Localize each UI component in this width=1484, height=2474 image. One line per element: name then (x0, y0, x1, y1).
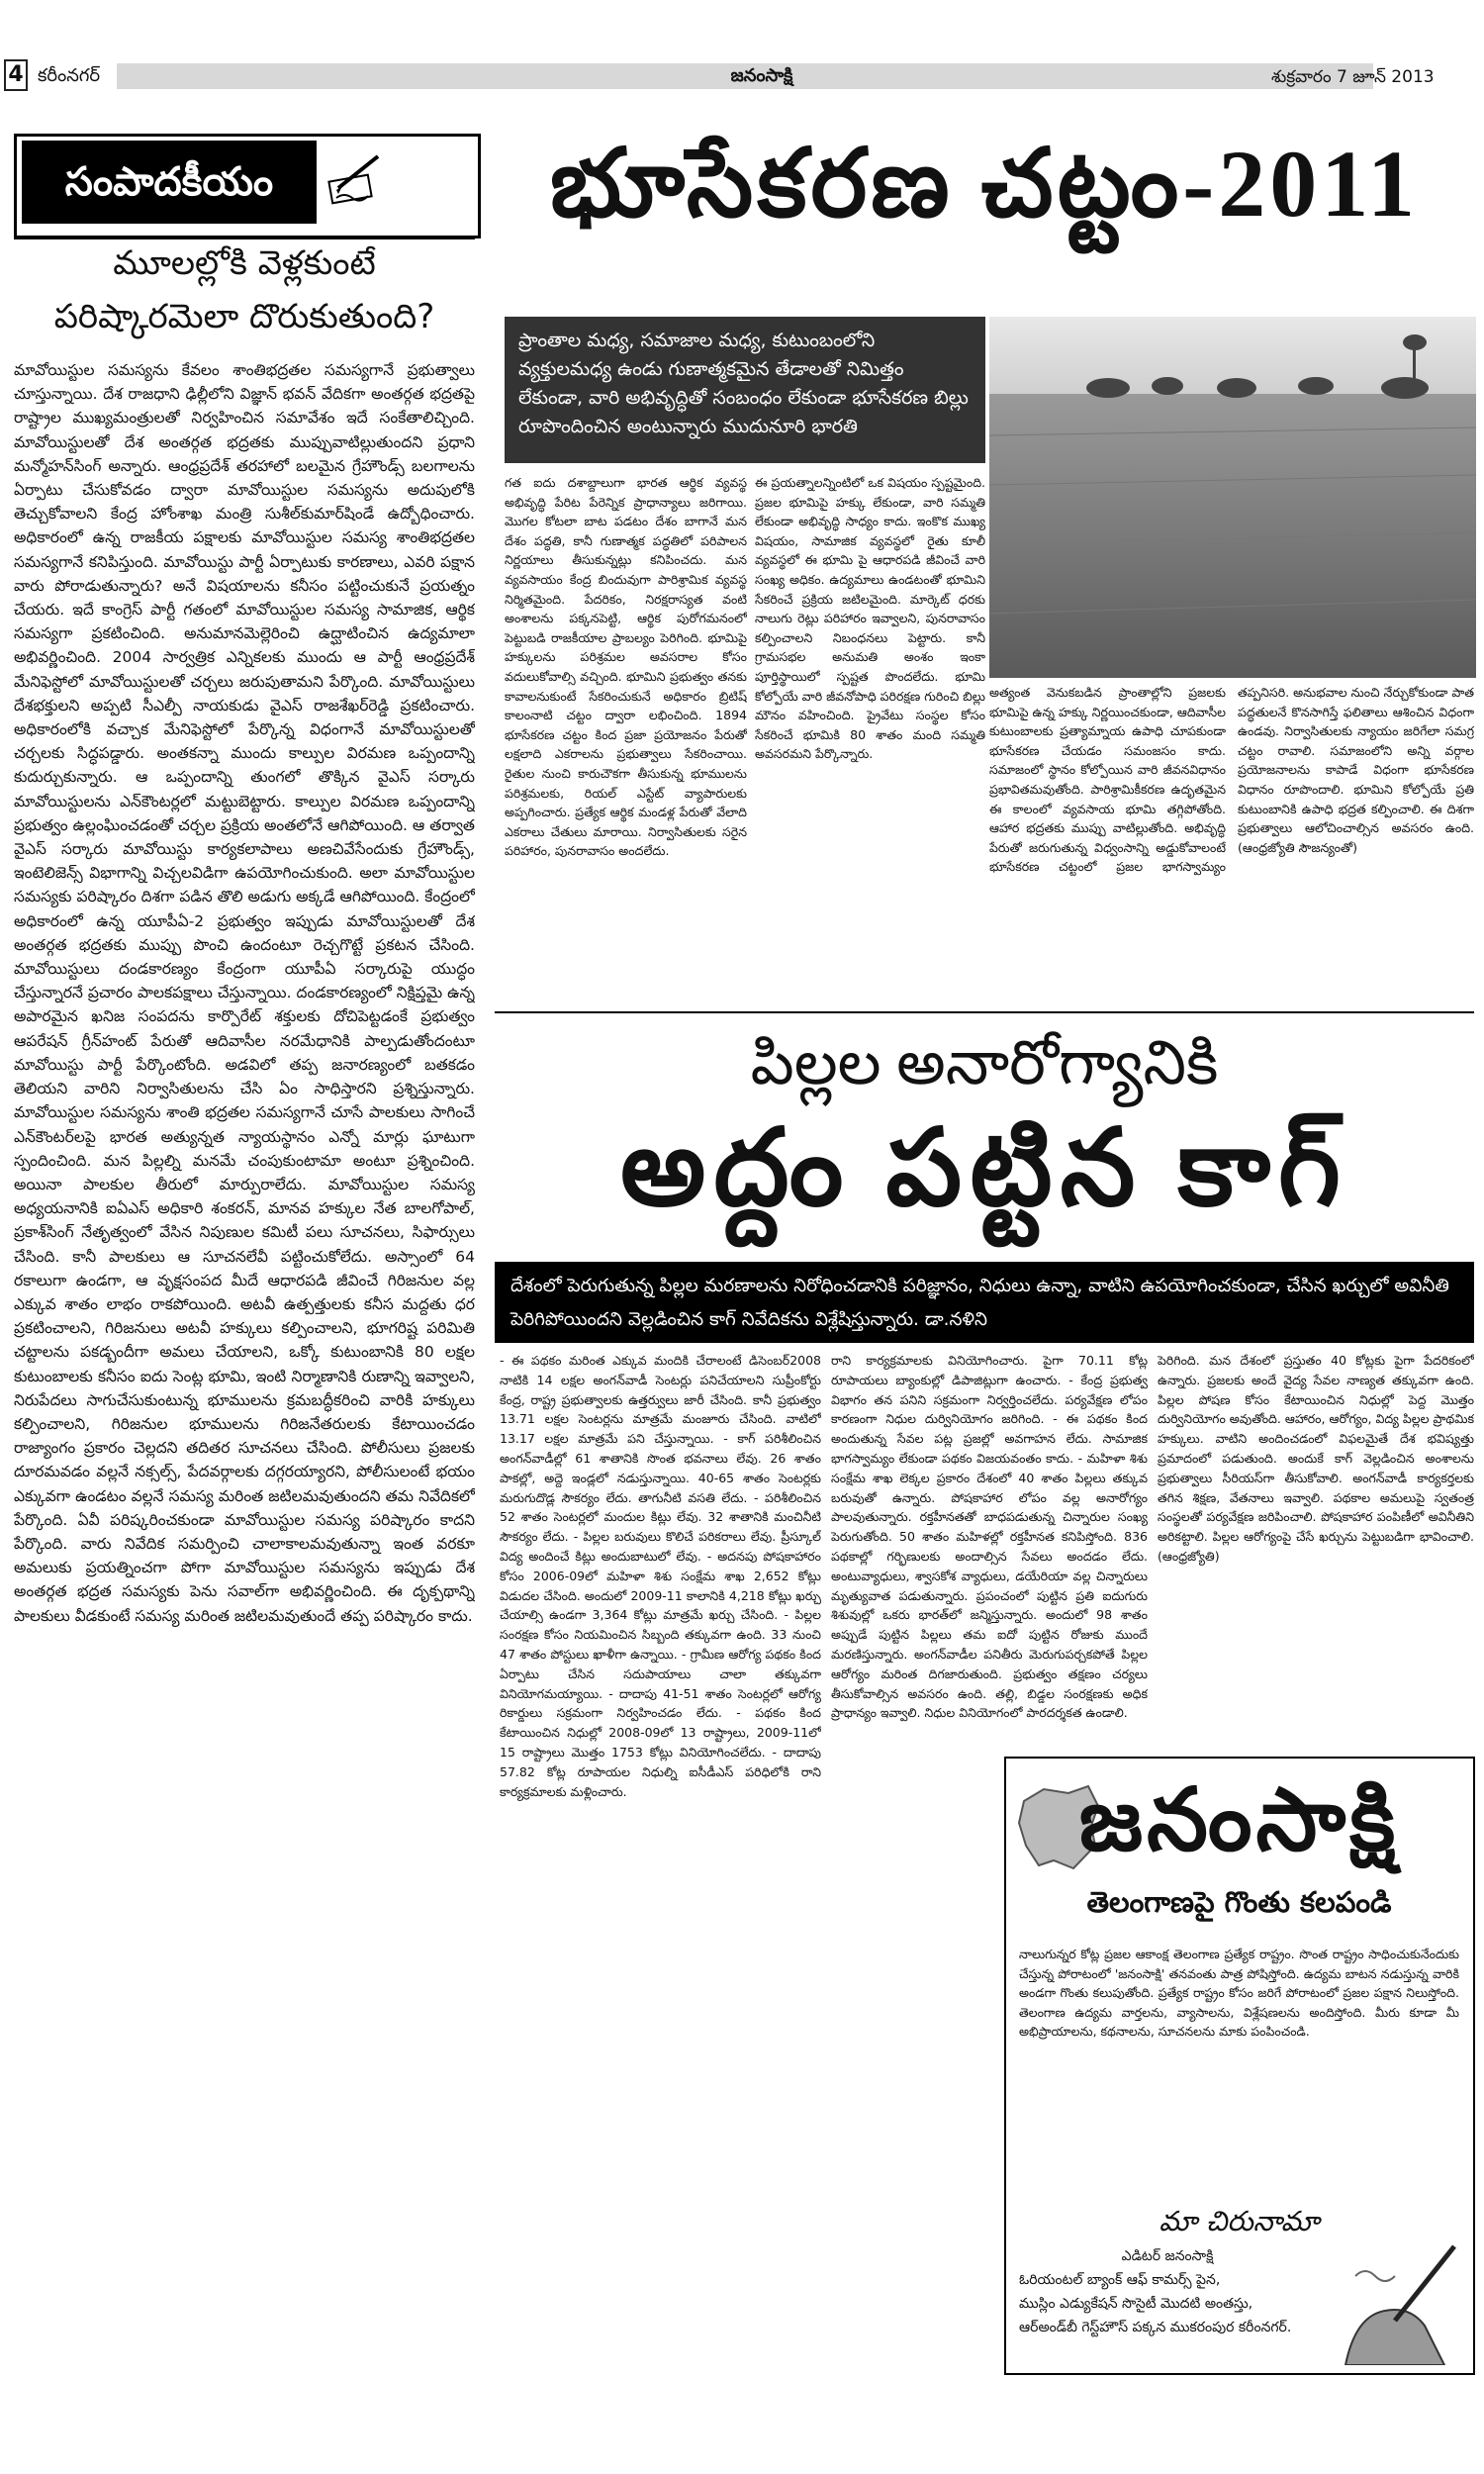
lead-article-col2: ఈ ప్రయత్నాలన్నింటిలో ఒక విషయం స్పష్టమైంది. ప్రజల భూమిపై హక్కు లేకుండా, వారి సమ్మతి లేకుండా అభివృద్ధి సాధ్యం కాదు. ఇంకొక ముఖ్య విషయం, సామాజిక వ్యవస్థలో రైతు కూలీ వ్యవస్థలో ఈ భూమి పై ఆధారపడి జీవించే వారి సంఖ్య అధికం. ఉద్యమాలు ఉండటంతో భూమిని సేకరించే ప్రక్రియ జటిలమైంది. మార్కెట్ ధరకు నాలుగు రెట్లు పరిహారం ఇవ్వాలని, పునరావాసం కల్పించాలని నిబంధనలు పెట్టారు. కానీ గ్రామసభల అనుమతి అంశం ఇంకా పూర్తిస్థాయిలో స్పష్టత పొందలేదు. భూమి కోల్పోయే వారి జీవనోపాధి పరిరక్షణ గురించి బిల్లు మౌనం వహించింది. ప్రైవేటు సంస్థల కోసం సేకరించే భూమికి 80 శాతం మంది సమ్మతి అవసరమని పేర్కొన్నారు. (755, 475, 985, 762)
hand-writing-icon (1316, 2236, 1464, 2365)
advertisement-logo: జనంసాక్షి (1078, 1773, 1400, 1869)
address-heading: మా చిరునామా (1159, 2205, 1320, 2237)
address-line: ముస్లిం ఎడ్యుకేషన్ సొసైటీ మొదటి అంతస్తు, (1019, 2296, 1253, 2312)
section-divider (495, 1011, 1474, 1013)
second-article-col1: - ఈ పథకం మరింత ఎక్కువ మందికి చేరాలంటే డిసెంబర్2008 నాటికి 14 లక్షల అంగన్‌వాడీ సెంటర్లు పనిచేయాలని సుప్రీంకోర్టు కేంద్ర, రాష్ట్ర ప్రభుత్వాలకు ఉత్తర్వులు జారీ చేసింది. కానీ ప్రభుత్వం 13.71 లక్షల సెంటర్లను మాత్రమే మంజూరు చేసింది. వాటిలో 13.17 లక్షల మాత్రమే పని చేస్తున్నాయి. - కాగ్ పరిశీలించిన అంగన్‌వాడీల్లో 61 శాతానికి సొంత భవనాలు లేవు. 26 శాతం పాకల్లో, అద్దె ఇండ్లలో నడుస్తున్నాయి. 40-65 శాతం సెంటర్లకు మరుగుదొడ్ల సౌకర్యం లేదు. తాగునీటి వసతి లేదు. - పరిశీలించిన 52 శాతం సెంటర్లలో మందుల కిట్లు లేవు. 32 శాతానికి మంచినీటి సౌకర్యం లేదు. - పిల్లల బరువులు కొలిచే పరికరాలు లేవు. ప్రీస్కూల్ విద్య అందించే కిట్లు అందుబాటులో లేవు. - అదనపు పోషకాహారం కోసం 2006-09లో మహిళా శిశు సంక్షేమ శాఖ 2,652 కోట్లు విడుదల చేసింది. అందులో 2009-11 కాలానికి 4,218 కోట్లు ఖర్చు చేయాల్సి ఉండగా 3,364 కోట్లు మాత్రమే ఖర్చు చేసింది. - పిల్లల సంరక్షణ కోసం నియమించిన సిబ్బంది తక్కువగా ఉంది. 33 నుంచి 47 శాతం పోస్టులు ఖాళీగా ఉన్నాయి. - గ్రామీణ ఆరోగ్య పథకం కింద ఏర్పాటు చేసిన సదుపాయాలు చాలా తక్కువగా వినియోగమయ్యాయి. - దాదాపు 41-51 శాతం సెంటర్లలో ఆరోగ్య రికార్డులు సక్రమంగా నిర్వహించడం లేదు. - పథకం కింద కేటాయించిన నిధుల్లో 2008-09లో 13 రాష్ట్రాలు, 2009-11లో 15 రాష్ట్రాలు మొత్తం 1753 కోట్లు వినియోగించలేదు. - దాదాపు 57.82 కోట్ల రూపాయల నిధుల్ని ఐసీడీఎస్ పరిధిలోకి రాని కార్యక్రమాలకు మళ్లించారు. (500, 1353, 821, 1799)
pen-writing-icon (326, 148, 386, 208)
address-line: ఆర్‌అండ్‌బీ గెస్ట్‌హౌస్ పక్కన ముకరంపుర కరీంనగర్. (1019, 2320, 1292, 2335)
address-block (1019, 2244, 1316, 2339)
editorial-label: సంపాదకీయం (22, 141, 317, 224)
advertisement-tagline: తెలంగాణపై గొంతు కలపండి (1086, 1885, 1392, 1919)
farmland-photo (989, 317, 1476, 678)
lead-article-col3: అత్యంత వెనుకబడిన ప్రాంతాల్లోని ప్రజలకు భూమిపై ఉన్న హక్కు నిర్ణయించకుండా, ఆదివాసీల కుటుంబాలకు ప్రత్యామ్నాయ ఉపాధి చూపకుండా భూసేకరణ చేయడం సమంజసం కాదు. సమాజంలో స్థానం కోల్పోయిన వారి జీవనవిధానం ప్రభావితమవుతోంది. పారిశ్రామికీకరణ ఉదృతమైన ఈ కాలంలో వ్యవసాయ భూమి తగ్గిపోతోంది. ఆహార భద్రతకు ముప్పు వాటిల్లుతోంది. అభివృద్ధి పేరుతో జరుగుతున్న విధ్వంసాన్ని అడ్డుకోవాలంటే భూసేకరణ చట్టంలో ప్రజల భాగస్వామ్యం తప్పనిసరి. అనుభవాల నుంచి నేర్చుకోకుండా పాత పద్ధతులనే కొనసాగిస్తే ఫలితాలు ఆశించిన విధంగా ఉండవు. నిర్వాసితులకు న్యాయం జరిగేలా సమగ్ర చట్టం రావాలి. సమాజంలోని అన్ని వర్గాల ప్రయోజనాలను కాపాడే విధంగా భూసేకరణ విధానం రూపొందాలి. భూమిని కోల్పోయే ప్రతి కుటుంబానికి ఉపాధి భద్రత కల్పించాలి. ఈ దిశగా ప్రభుత్వాలు ఆలోచించాల్సిన అవసరం ఉంది. (ఆంధ్రజ్యోతి సౌజన్యంతో) (989, 685, 1474, 875)
lead-headline: భూసేకరణ చట్టం-2011 (550, 131, 1419, 237)
section-name: కరీంనగర్ (38, 65, 100, 86)
second-article-col2: రాని కార్యక్రమాలకు వినియోగించారు. పైగా 70.11 కోట్ల రూపాయలు బ్యాంకుల్లో డిపాజిట్లుగా ఉంచారు. - కేంద్ర ప్రభుత్వ విభాగం తన పనిని సక్రమంగా నిర్వర్తించలేదు. పర్యవేక్షణ లోపం కారణంగా నిధుల దుర్వినియోగం జరిగింది. - ఈ పథకం కింద అందుతున్న సేవల పట్ల ప్రజల్లో అవగాహన లేదు. సామాజిక భాగస్వామ్యం లేకుండా పథకం విజయవంతం కాదు. - మహిళా శిశు సంక్షేమ శాఖ లెక్కల ప్రకారం దేశంలో 40 శాతం పిల్లలు తక్కువ బరువుతో ఉన్నారు. పోషకాహార లోపం వల్ల అనారోగ్యం పాలవుతున్నారు. రక్తహీనతతో బాధపడుతున్న చిన్నారుల సంఖ్య పెరుగుతోంది. 50 శాతం మహిళల్లో రక్తహీనత కనిపిస్తోంది. 836 పథకాల్లో గర్భిణులకు అందాల్సిన సేవలు అందడం లేదు. అంటువ్యాధులు, శ్వాసకోశ వ్యాధులు, డయేరియా వల్ల చిన్నారులు మృత్యువాత పడుతున్నారు. ప్రపంచంలో పుట్టిన ప్రతి ఐదుగురు శిశువుల్లో ఒకరు భారత్‌లో జన్మిస్తున్నారు. అందులో 98 శాతం అప్పుడే పుట్టిన పిల్లలు తమ ఐదో పుట్టిన రోజుకు ముందే మరణిస్తున్నారు. అంగన్‌వాడీల పనితీరు మెరుగుపర్చకపోతే పిల్లల ఆరోగ్యం మరింత దిగజారుతుంది. ప్రభుత్వం తక్షణం చర్యలు తీసుకోవాల్సిన అవసరం ఉంది. తల్లి, బిడ్డల సంరక్షణకు అధిక ప్రాధాన్యం ఇవ్వాలి. నిధుల వినియోగంలో పారదర్శకత ఉండాలి. (831, 1353, 1148, 1721)
page-number: 4 (4, 59, 28, 91)
editorial-headline-line2: పరిష్కారమెలా దొరుకుతుంది? (53, 297, 435, 336)
masthead: జనంసాక్షి (730, 65, 793, 86)
second-headline-line2: అద్దం పట్టిన కాగ్ (620, 1110, 1348, 1228)
second-story-blurb: దేశంలో పెరుగుతున్న పిల్లల మరణాలను నిరోధించడానికి పరిజ్ఞానం, నిధులు ఉన్నా, వాటిని ఉపయోగించకుండా, చేసిన ఖర్చులో అవినీతి పెరిగిపోయిందని వెల్లడించిన కాగ్ నివేదికను విశ్లేషిస్తున్నారు. డా.నళిని (495, 1262, 1474, 1343)
address-line: ఓరియంటల్ బ్యాంక్ ఆఫ్ కామర్స్ పైన, (1019, 2272, 1221, 2288)
editorial-body: మావోయిస్టుల సమస్యను కేవలం శాంతిభద్రతల సమస్యగానే ప్రభుత్వాలు చూస్తున్నాయి. దేశ రాజధాని ఢిల్లీలోని విజ్ఞాన్ భవన్ వేదికగా అంతర్గత భద్రతపై రాష్ట్రాల ముఖ్యమంత్రులతో నిర్వహించిన సమావేశం ఇదే సంకేతాలిచ్చింది. మావోయిస్టులతో దేశ అంతర్గత భద్రతకు ముప్పువాటిల్లుతుందని ప్రధాని మన్మోహన్‌సింగ్ అన్నారు. ఆంధ్రప్రదేశ్ తరహాలో బలమైన గ్రేహౌండ్స్ బలగాలను ఏర్పాటు చేసుకోవడం ద్వారా మావోయిస్టుల సమస్యను అదుపులోకి తెచ్చుకోవాలని కేంద్ర హోంశాఖ మంత్రి సుశీల్‌కుమార్‌షిండే ఉద్బోధించారు. అధికారంలో ఉన్న రాజకీయ పక్షాలకు మావోయిస్టుల సమస్య శాంతిభద్రతల సమస్యగానే కనిపిస్తుంది. మావోయిస్టు పార్టీ ఏర్పాటుకు కారణాలు, ఎవరి పక్షాన వారు పోరాడుతున్నారు? అనే విషయాలను కనీసం పట్టించుకునే ప్రయత్నం చేయరు. ఇదే కాంగ్రెస్ పార్టీ గతంలో మావోయిస్టుల సమస్య సామాజిక, ఆర్థిక సమస్యగా ప్రకటించింది. అనుమానమెల్లెరించి ఉద్ఘాటించిన ఉద్యమాలా అభివర్ణించింది. 2004 సార్వత్రిక ఎన్నికలకు ముందు ఆ పార్టీ ఆంధ్రప్రదేశ్ మేనిఫెస్టోలో మావోయిస్టులతో చర్చలు జరుపుతామని పేర్కొంది. మావోయిస్టులు దేశభక్తులని అప్పటి సీఎల్పీ నాయకుడు వైఎస్ రాజశేఖర్‌రెడ్డి ప్రకటించారు. అధికారంలోకి వచ్చాక మేనిఫెస్టోలో పేర్కొన్న విధంగానే మావోయిస్టులతో చర్చలకు సిద్ధపడ్డారు. అంతకన్నా ముందు కాల్పుల విరమణ ఒప్పందాన్ని కుదుర్చుకున్నారు. ఆ ఒప్పందాన్ని తుంగలో తొక్కిన వైఎస్ సర్కారు మావోయిస్టులను ఎన్‌కౌంటర్లలో మట్టుబెట్టారు. కాల్పుల విరమణ ఒప్పందాన్ని ప్రభుత్వం ఉల్లంఘించడంతో చర్చల ప్రక్రియ అంతలోనే ఆగిపోయింది. ఆ తర్వాత వైఎస్ సర్కారు మావోయిస్టు కార్యకలాపాలు అణచివేసేందుకు గ్రేహౌండ్స్, ఇంటెలిజెన్స్ విభాగాన్ని విచ్చలవిడిగా ఉపయోగించుకుంది. అలా మావోయిస్టుల సమస్యకు పరిష్కారం దిశగా పడిన తొలి అడుగు అక్కడే ఆగిపోయింది. కేంద్రంలో అధికారంలో ఉన్న యూపీఏ-2 ప్రభుత్వం ఇప్పుడు మావోయిస్టులతో దేశ అంతర్గత భద్రతకు ముప్పు పొంచి ఉందంటూ రెచ్చగొట్టే ప్రకటన చేసింది. మావోయిస్టులు దండకారణ్యం కేంద్రంగా యూపీఏ సర్కారుపై యుద్ధం చేస్తున్నారనే ప్రచారం పాలకపక్షాలు చేస్తున్నాయి. దండకారణ్యంలో నిక్షిప్తమై ఉన్న అపారమైన ఖనిజ సంపదను కార్పొరేట్ శక్తులకు దోచిపెట్టడంకే ప్రభుత్వం ఆపరేషన్ గ్రీన్‌హంట్ పేరుతో ఆదివాసీల నరమేధానికి పాల్పడుతోందంటూ మావోయిస్టు పార్టీ పేర్కొంటోంది. అడవిలో తప్ప జనారణ్యంలో బతకడం తెలియని వారిని నిర్వాసితులను చేసి ఏం సాధిస్తారని ప్రశ్నిస్తున్నారు. మావోయిస్టుల సమస్యను శాంతి భద్రతల సమస్యగానే చూసే పాలకులు సాగించే ఎన్‌కౌంటర్‌లపై భారత అత్యున్నత న్యాయస్థానం ఎన్నో మార్లు ఘాటుగా స్పందించింది. మన పిల్లల్ని మనమే చంపుకుంటామా అంటూ ప్రశ్నించింది. అయినా పాలకుల తీరులో మార్పురాలేదు. మావోయిస్టుల సమస్య అధ్యయనానికి ఐఏఎస్ అధికారి శంకరన్, మానవ హక్కుల నేత బాలగోపాల్, ప్రకాశ్‌సింగ్ నేతృత్వంలో వేసిన నిపుణుల కమిటీ పలు సూచనలు, సిఫార్సులు చేసింది. కానీ పాలకులు ఆ సూచనలేవీ పట్టించుకోలేదు. అస్సాంలో 64 రకాలుగా ఉండగా, ఆ వృక్షసంపద మీదే ఆధారపడి జీవించే గిరిజనుల వల్ల ఎక్కువ శాతం లాభం రాకపోయింది. అటవీ ఉత్పత్తులకు కనీస మద్దతు ధర ప్రకటించాలని, గిరిజనులు అటవీ హక్కులు కల్పించాలని, భూగరిష్ట పరిమితి చట్టాలను పకడ్బందీగా అమలు చేయాలని, ఒక్కో కుటుంబానికి 80 లక్షల కుటుంబాలకు కనీసం ఐదు సెంట్ల భూమి, ఇంటి నిర్మాణానికి రుణాన్ని ఇవ్వాలని, నిరుపేదలు సాగుచేసుకుంటున్న భూములను క్రమబద్ధీకరించి వారికి హక్కులు కల్పించాలని, గిరిజనుల భూములను గిరిజనేతరులకు కేటాయించడం రాజ్యాంగం ప్రకారం చెల్లదని తదితర సూచనలు చేసింది. పోలీసులు ప్రజలకు దూరమవడం వల్లనే నక్సల్స్, పేదవర్గాలకు దగ్గరయ్యారని, పోలీసులంటే భయం ఎక్కువగా ఉండటం వల్లనే సమస్య మరింత జటిలమవుతుందని తమ నివేదికలో పేర్కొంది. ఏవీ పరిష్కరించకుండా మావోయిస్టుల సమస్య పరిష్కారం కాదని పేర్కొంది. వారు నివేదిక సమర్పించి చాలాకాలమవుతున్నా ఇంత వరకూ అమలుకు ప్రయత్నించగా పోగా మావోయిస్టుల సమస్యను ఇప్పుడు దేశ అంతర్గత భద్రత సమస్యకు పెను సవాల్‌గా అభివర్ణించింది. ఈ దృక్పథాన్ని పాలకులు వీడకుంటే సమస్య మరింత జటిలమవుతుందే తప్ప పరిష్కారం కాదు. (14, 361, 475, 1625)
issue-date: శుక్రవారం 7 జూన్ 2013 (1271, 67, 1435, 87)
lead-article-col1: గత ఐదు దశాబ్దాలుగా భారత ఆర్థిక వ్యవస్థ అభివృద్ధి పేరిట పేరెన్నిక ప్రాధాన్యాలు జరిగాయి. మొగల కోటలా బాట పడటం దేశం బాగానే మన దేశం పద్ధతి, కానీ గుణాత్మక పద్ధతిలో పరిపాలన నిర్ణయాలు తీసుకున్నట్లు కనిపించదు. మన వ్యవసాయం కేంద్ర బిందువుగా పారిశ్రామిక వ్యవస్థ నిర్మితమైంది. పేదరికం, నిరక్షరాస్యత వంటి అంశాలను పక్కనపెట్టి, ఆర్థిక పురోగమనంలో పెట్టుబడి రాజకీయాల ప్రాబల్యం పెరిగింది. భూమిపై హక్కులను పరిశ్రమల అవసరాల కోసం వదులుకోవాల్సి వచ్చింది. భూమిని ప్రభుత్వం తనకు కావాలనుకుంటే సేకరించుకునే అధికారం బ్రిటిష్ కాలంనాటి చట్టం ద్వారా లభించింది. 1894 భూసేకరణ చట్టం కింద ప్రజా ప్రయోజనం పేరుతో లక్షలాది ఎకరాలను ప్రభుత్వాలు సేకరించాయి. రైతుల నుంచి కారుచౌకగా తీసుకున్న భూములను పరిశ్రమలకు, రియల్ ఎస్టేట్ వ్యాపారులకు అప్పగించారు. ప్రత్యేక ఆర్థిక మండళ్ల పేరుతో వేలాది ఎకరాలు చేతులు మారాయి. నిర్వాసితులకు సరైన పరిహారం, పునరావాసం అందలేదు. (505, 475, 747, 859)
address-line: ఎడిటర్ జనంసాక్షి (1121, 2248, 1214, 2264)
second-headline-line1: పిల్లల అనారోగ్యానికి (750, 1030, 1219, 1097)
editorial-headline-line1: మూలల్లోకి వెళ్లకుంటే (14, 238, 475, 287)
lead-intro: ప్రాంతాల మధ్య, సమాజాల మధ్య, కుటుంబంలోని వ్యక్తులమధ్య ఉండు గుణాత్మకమైన తేడాలతో నిమిత్తం లేకుండా, వారి అభివృద్ధితో సంబంధం లేకుండా భూసేకరణ బిల్లు రూపొందించిన అంటున్నారు ముదునూరి భారతి (505, 317, 985, 463)
advertisement-text: నాలుగున్నర కోట్ల ప్రజల ఆకాంక్ష తెలంగాణ ప్రత్యేక రాష్ట్రం. సొంత రాష్ట్రం సాధించుకునేందుకు చేస్తున్న పోరాటంలో 'జనంసాక్షి' తనవంతు పాత్ర పోషిస్తోంది. ఉద్యమ బాటన నడుస్తున్న వారికి అండగా గొంతు కలుపుతోంది. ప్రత్యేక రాష్ట్రం కోసం జరిగే పోరాటంలో ప్రజల పక్షాన నిలుస్తోంది. తెలంగాణ ఉద్యమ వార్తలను, వ్యాసాలను, విశ్లేషణలను అందిస్తోంది. మీరు కూడా మీ అభిప్రాయాలను, కథనాలను, సూచనలను మాకు పంపించండి. (1019, 1947, 1459, 2040)
second-article-col3: పెరిగింది. మన దేశంలో ప్రస్తుతం 40 కోట్లకు పైగా పేదరికంలో ఉన్నారు. ప్రజలకు అందే వైద్య సేవల నాణ్యత తక్కువగా ఉంది. పిల్లల పోషణ కోసం కేటాయించిన నిధుల్లో పెద్ద మొత్తం దుర్వినియోగం అవుతోంది. ఆహారం, ఆరోగ్యం, విద్య పిల్లల ప్రాథమిక హక్కులు. వాటిని అందించడంలో విఫలమైతే దేశ భవిష్యత్తు ప్రమాదంలో పడుతుంది. అందుకే కాగ్ వెల్లడించిన అంశాలను ప్రభుత్వాలు సీరియస్‌గా తీసుకోవాలి. అంగన్‌వాడీ కార్యకర్తలకు తగిన శిక్షణ, వేతనాలు ఇవ్వాలి. పథకాల అమలుపై స్వతంత్ర సంస్థలతో పర్యవేక్షణ జరిపించాలి. పోషకాహార పంపిణీలో అవినీతిని అరికట్టాలి. పిల్లల ఆరోగ్యంపై చేసే ఖర్చును పెట్టుబడిగా భావించాలి. (ఆంధ్రజ్యోతి) (1158, 1353, 1474, 1564)
